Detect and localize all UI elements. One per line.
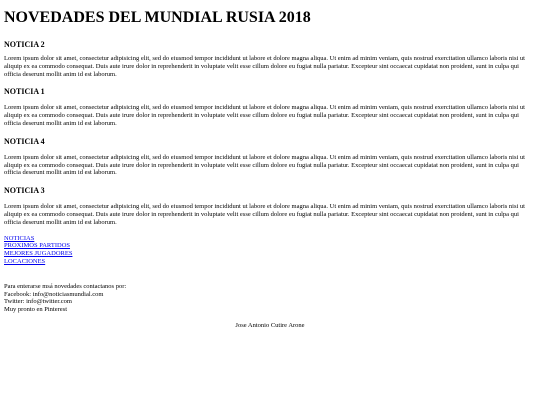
news-body: Lorem ipsum dolor sit amet, consectetur adipisicing elit, sed do eiusmod tempor incididunt ut labore et dolore magna aliqua. Ut enim ad minim veniam, quis nostrud exercitation ullamco laboris nisi ut aliquip ex ea commodo consequat. Duis aute irure dolor in reprehenderit in voluptate velit esse cillum dolore eu fugiat nulla pariatur. Excepteur sint occaecat cupidatat non proident, sunt in culpa qui officia deserunt mollit anim id est laborum.: [4, 55, 525, 78]
contact-facebook: Facebook: info@noticiasmundial.com: [4, 290, 104, 298]
news-body: Lorem ipsum dolor sit amet, consectetur adipisicing elit, sed do eiusmod tempor incididunt ut labore et dolore magna aliqua. Ut enim ad minim veniam, quis nostrud exercitation ullamco laboris nisi ut aliquip ex ea commodo consequat. Duis aute irure dolor in reprehenderit in voluptate velit esse cillum dolore eu fugiat nulla pariatur. Excepteur sint occaecat cupidatat non proident, sunt in culpa qui officia deserunt mollit anim id est laborum.: [4, 153, 525, 177]
nav-link-mejores-jugadores[interactable]: MEJORES JUGADORES: [4, 250, 73, 258]
nav-link-noticias[interactable]: NOTICIAS: [4, 234, 35, 242]
news-item: [4, 78, 536, 127]
news-body: Lorem ipsum dolor sit amet, consectetur adipisicing elit, sed do eiusmod tempor incididunt ut labore et dolore magna aliqua. Ut enim ad minim veniam, quis nostrud exercitation ullamco laboris nisi ut aliquip ex ea commodo consequat. Duis aute irure dolor in reprehenderit in voluptate velit esse cillum dolore eu fugiat nulla pariatur. Excepteur sint occaecat cupidatat non proident, sunt in culpa qui officia deserunt mollit anim id est laborum.: [4, 104, 525, 127]
news-item: [4, 177, 536, 226]
news-item: [4, 128, 536, 177]
author-credit: Jose Antonio Cutire Arone: [235, 321, 305, 329]
news-body: Lorem ipsum dolor sit amet, consectetur adipisicing elit, sed do eiusmod tempor incididunt ut labore et dolore magna aliqua. Ut enim ad minim veniam, quis nostrud exercitation ullamco laboris nisi ut aliquip ex ea commodo consequat. Duis aute irure dolor in reprehenderit in voluptate velit esse cillum dolore eu fugiat nulla pariatur. Excepteur sint occaecat cupidatat non proident, sunt in culpa qui officia deserunt mollit anim id est laborum.: [4, 203, 525, 226]
contact-pinterest: Muy pronto en Pinterest: [4, 306, 68, 314]
nav-links: [4, 227, 536, 266]
contact-info: [4, 266, 536, 314]
nav-link-locaciones[interactable]: LOCACIONES: [4, 257, 46, 265]
nav-link-proximos-partidos[interactable]: PROXIMOS PARTIDOS: [4, 242, 71, 250]
page-title: NOVEDADES DEL MUNDIAL RUSIA 2018: [4, 9, 311, 26]
news-heading: NOTICIA 3: [4, 186, 45, 196]
news-item: [4, 27, 536, 78]
news-heading: NOTICIA 1: [4, 87, 45, 97]
news-heading: NOTICIA 4: [4, 136, 45, 146]
contact-intro: Para enterarse msá novedades contactanos por:: [4, 282, 127, 290]
news-heading: NOTICIA 2: [4, 40, 45, 49]
contact-twitter: Twitter: info@twitter.com: [4, 298, 72, 306]
